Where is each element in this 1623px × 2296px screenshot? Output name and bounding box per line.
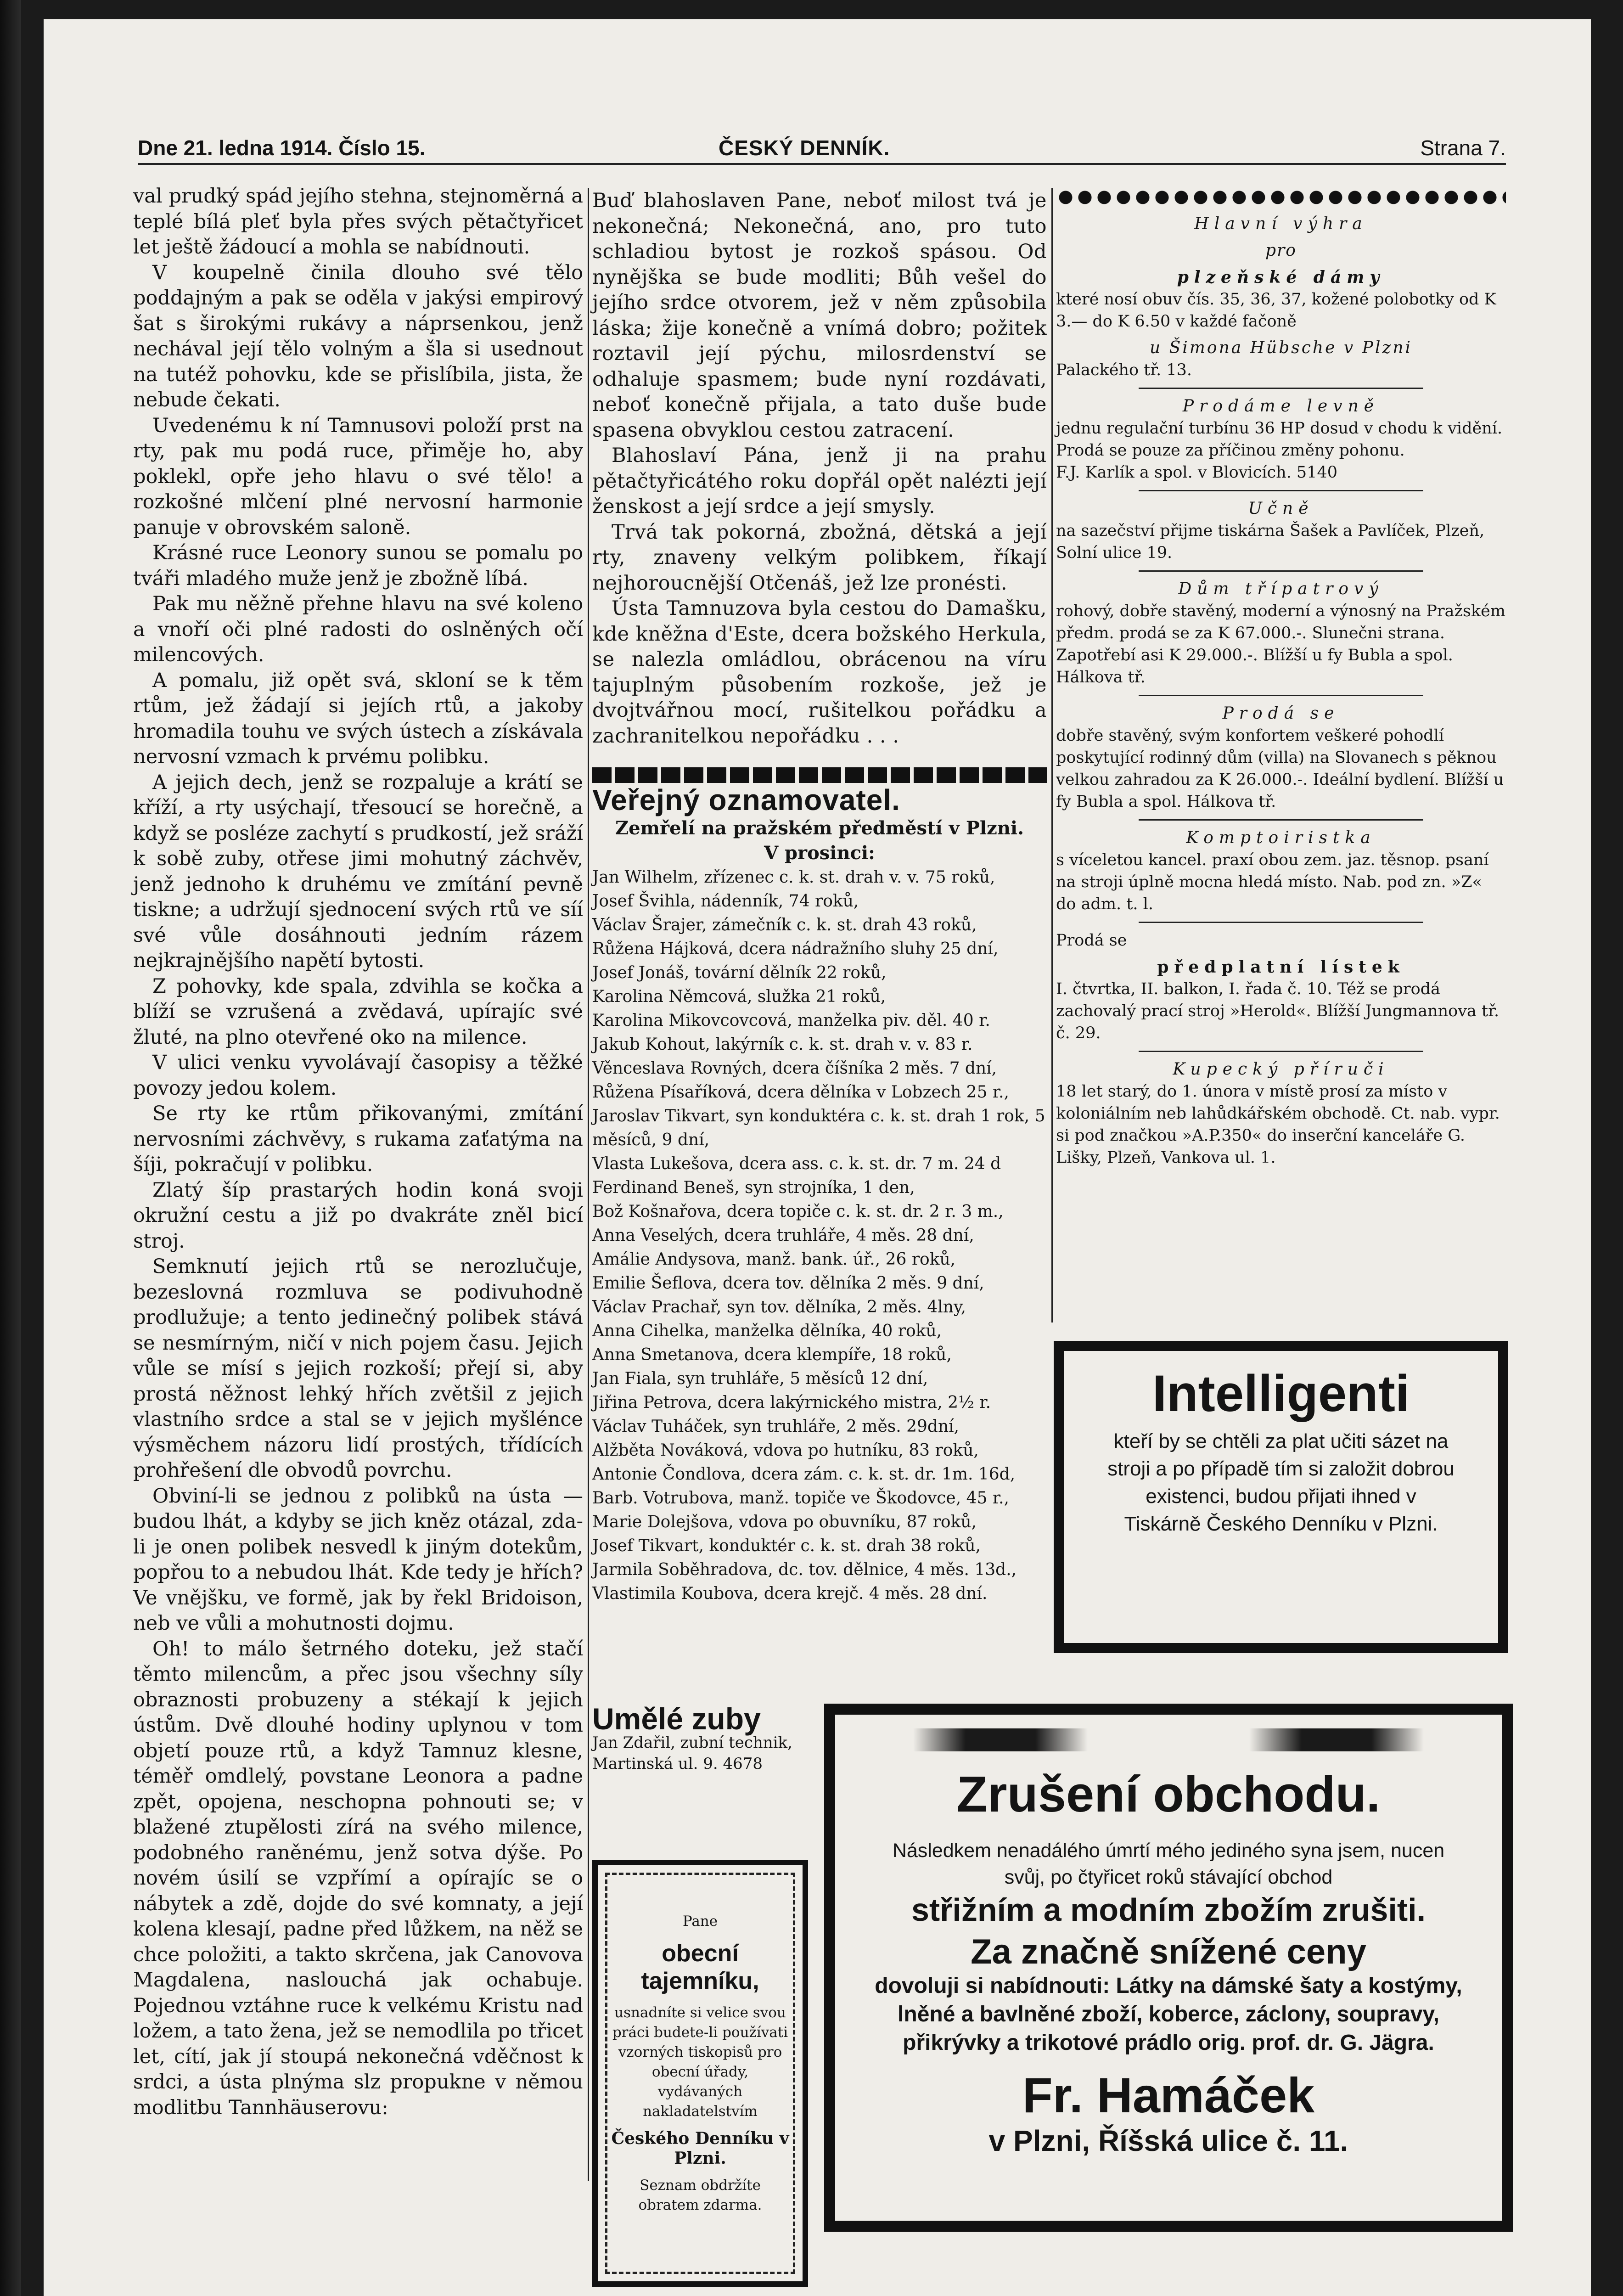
- announcer-title: Veřejný oznamovatel.: [592, 783, 900, 816]
- list-item: Josef Tikvart, konduktér c. k. st. drah 38 roků,: [592, 1536, 981, 1555]
- ad-line: rohový, dobře stavěný, moderní a výnosný na Pražském předm. prodá se za K 67.000.-. Slunečni strana. Zapotřebí asi K 29.000.-. Blížší u fy Bubla a spol. Hálkova tř.: [1056, 602, 1506, 687]
- story-paragraph: Obviní-li se jednou z polibků na ústa — budou lhát, a kdyby se jich kněz otázal, zda-li je onen polibek nesvedl k jiným dotekům, popřou to a nebudou lhát. Kde tedy je hřích? Ve vnějšku, ve formě, jak by řekl Bridoison, neb ve vůli a mohutnosti dojmu.: [133, 1484, 583, 1635]
- ad-publisher: Českého Denníku v Plzni.: [611, 2129, 789, 2168]
- story-paragraph: Z pohovky, kde spala, zdvihla se kočka a blíží se vzrušená a zvědavá, upírajíc své žluté, na plno otevřené oko na milence.: [133, 974, 583, 1049]
- ad-line: Palackého tř. 13.: [1056, 361, 1192, 379]
- list-item: Václav Prachař, syn tov. dělníka, 2 měs. 4lny,: [592, 1297, 966, 1317]
- announcer-month: V prosinci:: [764, 842, 875, 864]
- ad-line: dobře stavěný, svým konfortem veškeré pohodlí poskytující rodinný dům (villa) na Slovanech s pěknou velkou zahradou za K 26.000.-. Ideální bydlení. Blížší u fy Bubla a spol. Hálkova tř.: [1056, 726, 1504, 811]
- ad-separator: [1139, 388, 1423, 389]
- story-paragraph: Oh! to málo šetrného doteku, jež stačí těmto milencům, a přec jsou všechny síly obraznosti probuzeny a stékají k jejich ústům. Dvě dlouhé hodiny uplynou v tom objetí pouze rtů, a když Tamnuz klesne, téměř omdlelý, povstane Leonora a padne zpět, opojena, neschopna pohnouti se; v blažené ztupělosti zírá na svého milence, podobného raněnému, jenž sotva dýše. Po novém úsilí se vzpřímí a opírajíc se o nábytek a zdě, dojde do své komnaty, a její kolena klesají, padne před lůžkem, na něž se chce položiti, a takto skrčena, jak Canovova Magdalena, naslouchá jak ochabuje. Pojednou vztáhne ruce k velkému Kristu nad ložem, a tato žena, jež se nemodlila po třicet let, cítí, jak jí stoupá nekonečná vděčnost k srdci, a ústa plnýma slz propukne v němou modlitbu Tannhäuserovu:: [133, 1637, 583, 2119]
- ad-separator: [1139, 570, 1423, 572]
- list-item: Jakub Kohout, lakýrník c. k. st. drah v. v. 83 r.: [592, 1035, 973, 1054]
- ad-heading: obecní tajemníku,: [641, 1940, 759, 1994]
- list-item: Jan Fiala, syn truhláře, 5 měsíců 12 dní,: [592, 1369, 928, 1388]
- ad-line: jednu regulační turbínu 36 HP dosud v chodu k vidění. Prodá se pouze za příčinou změny pohonu.: [1056, 419, 1503, 460]
- list-item: Anna Veselých, dcera truhláře, 4 měs. 28 dní,: [592, 1226, 974, 1245]
- list-item: Karolina Mikovcovcová, manželka piv. děl. 40 r.: [592, 1011, 990, 1030]
- deaths-list: [592, 866, 1047, 1606]
- ad-title: Komptoiristka: [1186, 828, 1376, 847]
- story-paragraph: Uvedenému k ní Tamnusovi položí prst na rty, pak mu podá ruce, přiměje ho, aby poklekl, opře jeho hlavu o své tělo! a rozkošné mlčení plné nervosní harmonie panuje v obrovském salonĕ.: [133, 414, 583, 539]
- story-paragraph: Semknutí jejich rtů se nerozlučuje, bezeslovná rozmluva se podivuhodně prodlužuje; a tento jedinečný polibek stává se nesmírným, ničí v nich pojem času. Jejich vůle se mísí s jejich rozkoší; přejí si, aby prostá něžnost lehký hřích zvětšil z jejich vlastního srdce a stal se v jejich myšlénce výsměchem názoru lidí prostých, třídících prohřešení dle obvodů povrchu.: [133, 1255, 583, 1482]
- ad-municipal-forms-box: [592, 1860, 808, 2287]
- ad-intelligenti-box: [1054, 1341, 1508, 1653]
- ad-shop-closure-address: v Plzni, Říšská ulice č. 11.: [988, 2124, 1348, 2157]
- announcer-subtitle: Zemřelí na pražském předměstí v Plzni.: [615, 817, 1024, 839]
- ad-line: Prodá se: [1056, 931, 1127, 950]
- ad-title: Prodá se: [1222, 704, 1340, 723]
- ad-line: 18 let starý, do 1. února v místě prosí za místo v koloniálním neb lahůdkářském obchodě. Ct. nab. vypr. si pod značkou »A.P.350« do inserční kanceláře G. Lišky, Plzeň, Vankova ul. 1.: [1056, 1082, 1500, 1167]
- list-item: Vlastimila Koubova, dcera krejč. 4 měs. 28 dní.: [592, 1584, 988, 1603]
- column-classifieds: [1056, 188, 1506, 1169]
- header-rule: [138, 163, 1506, 165]
- story-paragraph: val prudký spád jejího stehna, stejnoměrná a teplé bílá pleť byla přes svých pětačtyřicet let ještě žádoucí a mohla se nabídnouti.: [133, 185, 583, 259]
- list-item: Amálie Andysova, manž. bank. úř., 26 roků,: [592, 1249, 956, 1269]
- ad-separator: [1139, 695, 1423, 696]
- prayer-paragraph: Buď blahoslaven Pane, neboť milost tvá je nekonečná; Nekonečná, ano, pro tuto schladiou bytost je rozkoš spásou. Od nynějška se bude modliti; Bůh vešel do jejího srdce otvorem, jež v něm způsobila láska; žije konečně a vnímá dobro; požitek roztavil její pýchu, milosrdenství se odhaluje spasmem; bude nyní rozdávati, neboť konečně přijala, a tato duše bude spasena obvyklou cestou zatracení.: [592, 189, 1047, 442]
- list-item: Jarmila Soběhradova, dc. tov. dělnice, 4 měs. 13d.,: [592, 1560, 1017, 1579]
- list-item: Anna Smetanova, dcera klempíře, 18 roků,: [592, 1345, 952, 1364]
- prayer-paragraph: Blahoslaví Pána, jenž ji na prahu pětačtyřicátého roku dopřál opět nalézti její ženskost a její srdce a její smysly.: [592, 444, 1047, 518]
- list-item: Alžběta Nováková, vdova po hutníku, 83 roků,: [592, 1441, 979, 1460]
- page-edge-shadow: [0, 0, 21, 2296]
- ad-title: Dům třípatrový: [1178, 580, 1384, 598]
- story-paragraph: Pak mu něžně přehne hlavu na své koleno a vnoří oči plné radosti do oslněných očí milencových.: [133, 592, 583, 666]
- ad-separator: [1139, 490, 1423, 491]
- list-item: Emilie Šeflova, dcera tov. dělníka 2 měs. 9 dní,: [592, 1273, 984, 1293]
- list-item: Věnceslava Rovných, dcera číšníka 2 měs. 7 dní,: [592, 1058, 997, 1078]
- ad-shop-closure-text: Následkem nenadálého úmrtí mého jediného syna jsem, nucen svůj, po čtyřicet roků stávající obchod: [892, 1840, 1445, 1888]
- ad-shop-closure-prices: Za značně snížené ceny: [971, 1932, 1366, 1971]
- story-paragraph: A pomalu, již opět svá, skloní se k těm rtům, jež žádají si jejích rtů, a jakoby hromadila touhu ve svých ústech a získávala nervosní vzmach k prvému polibku.: [133, 669, 583, 768]
- column-divider: [588, 188, 589, 2181]
- ad-line: plzeňské dámy: [1177, 268, 1385, 287]
- ad-title: Kupecký příruči: [1173, 1060, 1389, 1079]
- list-item: Jiřina Petrova, dcera lakýrnického mistra, 2½ r.: [592, 1393, 991, 1412]
- column-divider: [1051, 188, 1053, 1322]
- header-paper-title: ČESKÝ DENNÍK.: [719, 136, 890, 160]
- ad-title: Učně: [1248, 499, 1314, 518]
- ad-title: Hlavní výhra: [1194, 214, 1368, 233]
- ad-municipal-forms-inner: [605, 1873, 795, 2274]
- list-item: Ferdinand Beneš, syn strojníka, 1 den,: [592, 1178, 915, 1197]
- ad-title: Prodáme levně: [1182, 397, 1380, 416]
- header-page-number: Strana 7.: [1420, 136, 1506, 160]
- prayer-paragraph: Trvá tak pokorná, zbožná, dětská a její rty, znaveny velkým polibkem, říkají nejhoroucnější Otčenáš, jež lze pronésti.: [592, 520, 1047, 595]
- ad-line: s víceletou kancel. praxí obou zem. jaz. těsnop. psaní na stroji úplně mocna hledá místo. Nab. pod zn. »Z« do adm. t. l.: [1056, 851, 1489, 913]
- list-item: Růžena Písaříková, dcera dělníka v Lobzech 25 r.,: [592, 1082, 1009, 1102]
- ad-line: Pane: [682, 1913, 718, 1930]
- ad-line: předplatní lístek: [1157, 957, 1405, 977]
- list-item: Jan Wilhelm, zřízenec c. k. st. drah v. v. 75 roků,: [592, 867, 995, 887]
- list-item: Vlasta Lukešova, dcera ass. c. k. st. dr. 7 m. 24 d: [592, 1154, 1001, 1173]
- list-item: Anna Cihelka, manželka dělníka, 40 roků,: [592, 1321, 942, 1340]
- list-item: Marie Dolejšova, vdova po obuvníku, 87 roků,: [592, 1512, 977, 1531]
- story-paragraph: Krásné ruce Leonory sunou se pomalu po tváři mladého muže jenž je zbožně líbá.: [133, 541, 583, 590]
- ad-shop-closure-offer: dovoluji si nabídnouti: Látky na dámské šaty a kostýmy, lněné a bavlněné zboží, koberce, záclony, soupravy, přikrývky a trikotové prádlo orig. prof. dr. G. Jägra.: [875, 1974, 1462, 2055]
- ad-separator: [1139, 922, 1423, 923]
- column-prayer-and-notices: [592, 188, 1047, 1606]
- ad-shop-closure-title: Zrušení obchodu.: [956, 1766, 1381, 1823]
- column-story: [133, 184, 583, 2121]
- dotted-border: [1056, 188, 1506, 207]
- ad-line: na sazečství přijme tiskárna Šašek a Pavlíček, Plzeň, Solní ulice 19.: [1056, 522, 1485, 562]
- list-item: Karolina Němcová, služka 21 roků,: [592, 987, 886, 1006]
- list-item: Josef Jonáš, tovární dělník 22 roků,: [592, 963, 887, 982]
- list-item: Bož Košnařova, dcera topiče c. k. st. dr. 2 r. 3 m.,: [592, 1202, 1004, 1221]
- ornament-ribbon: [913, 1728, 1088, 1751]
- ad-shop-closure-box: [824, 1704, 1513, 2232]
- story-paragraph: V ulici venku vyvolávají časopisy a těžké povozy jedou kolem.: [133, 1051, 583, 1100]
- ad-dentures: [592, 1702, 808, 1774]
- story-paragraph: V koupelně činila dlouho své tělo poddajným a pak se oděla v jakýsi empirový šat s širokými rukávy a náprsenkou, jenž nechával její tělo volným a šla si usednout na tutéž pohovku, kde se přislíbila, jista, že nebude čekati.: [133, 261, 583, 411]
- section-separator-bar: [592, 767, 1047, 783]
- ad-line: I. čtvrtka, II. balkon, I. řada č. 10. Též se prodá zachovalý prací stroj »Herold«. Blížší Jungmannova tř. č. 29.: [1056, 980, 1499, 1042]
- ad-intelligenti-text: kteří by se chtěli za plat učiti sázet na stroji a po případě tím si založit dobrou existenci, budou přijati ihned v Tiskárně Českého Denníku v Plzni.: [1107, 1430, 1455, 1535]
- story-paragraph: A jejich dech, jenž se rozpaluje a krátí se kříží, a rty usýchají, třesoucí se horečně, a když se posléze zachytí s prudkostí, jež sráží k sobě zuby, otřese jimi mohutný záchvěv, jenž jednoho k druhému ve zmítání pevně tiskne; a udržují sjednocení svých rtů ve síí své vůle dosáhnouti jedním rázem nejkrajnějšího napětí bytosti.: [133, 771, 583, 972]
- ad-line: usnadníte si velice svou práci budete-li používati vzorných tiskopisů pro obecní úřady, vydávaných nakladatelstvím: [612, 2004, 788, 2120]
- ad-shop-closure-goods: střižním a modním zbožím zrušiti.: [911, 1892, 1426, 1928]
- ad-line: pro: [1265, 241, 1297, 260]
- ornament-ribbon: [1249, 1728, 1424, 1751]
- story-paragraph: Zlatý šíp prastarých hodin koná svoji okružní cestu a již po dvakráte zněl bicí stroj.: [133, 1178, 583, 1253]
- ad-separator: [1139, 1051, 1423, 1052]
- ad-dentures-text: Jan Zdařil, zubní technik, Martinská ul. 9. 4678: [592, 1733, 792, 1773]
- prayer-paragraph: Ústa Tamnuzova byla cestou do Damašku, kde kněžna d'Este, dcera božského Herkula, se nalezla omládlou, obrácenou na víru tajuplným působením rozkoše, jež je dvojtvářnou mocí, rušitelkou pořádku a zachranitelkou nepořádku . . .: [592, 597, 1047, 748]
- list-item: Antonie Čondlova, dcera zám. c. k. st. dr. 1m. 16d,: [592, 1464, 1016, 1484]
- ad-line: Seznam obdržíte obratem zdarma.: [638, 2177, 762, 2213]
- ad-intelligenti-title: Intelligenti: [1152, 1365, 1410, 1422]
- ad-dentures-title: Umělé zuby: [592, 1702, 761, 1736]
- list-item: Jaroslav Tikvart, syn konduktéra c. k. st. drah 1 rok, 5 měsíců, 9 dní,: [592, 1106, 1045, 1149]
- header-date: Dne 21. ledna 1914. Číslo 15.: [138, 136, 426, 160]
- list-item: Václav Šrajer, zámečník c. k. st. drah 43 roků,: [592, 915, 977, 934]
- list-item: Barb. Votrubova, manž. topiče ve Škodovce, 45 r.,: [592, 1488, 1009, 1508]
- ad-shop-closure-owner: Fr. Hamáček: [1022, 2067, 1315, 2123]
- list-item: Václav Tuháček, syn truhláře, 2 měs. 29dní,: [592, 1417, 960, 1436]
- list-item: Růžena Hájková, dcera nádražního sluhy 25 dní,: [592, 939, 999, 958]
- ad-line: které nosí obuv čís. 35, 36, 37, kožené polobotky od K 3.— do K 6.50 v každé fačoně: [1056, 290, 1496, 331]
- ad-line: u Šimona Hübsche v Plzni: [1149, 338, 1413, 357]
- story-paragraph: Se rty ke rtům přikovanými, zmítání nervosními záchvěvy, s rukama zaťatýma na šíji, pokračují v polibku.: [133, 1102, 583, 1176]
- ad-separator: [1139, 819, 1423, 821]
- list-item: Josef Švihla, nádenník, 74 roků,: [592, 891, 859, 911]
- page-header: [138, 122, 1506, 168]
- ad-line: F.J. Karlík a spol. v Blovicích. 5140: [1056, 463, 1337, 482]
